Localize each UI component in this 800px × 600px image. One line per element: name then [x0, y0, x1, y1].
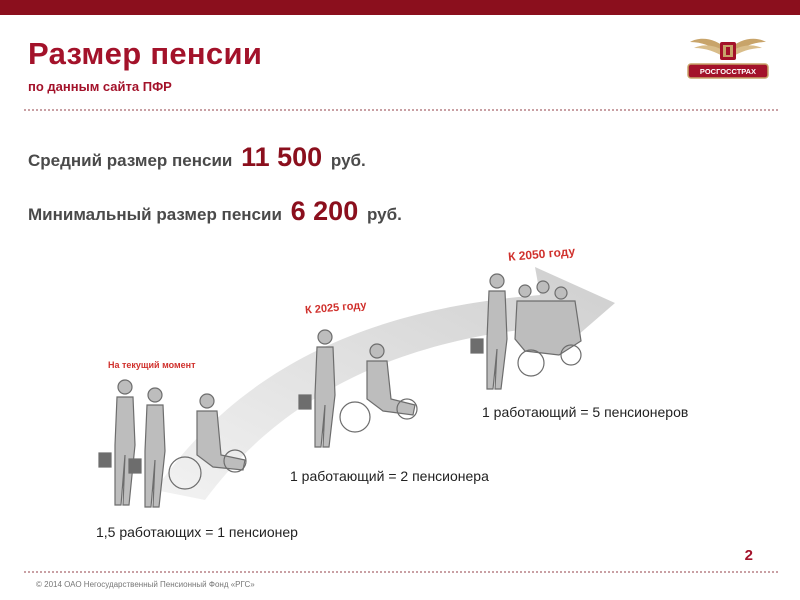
footer-divider	[24, 571, 778, 573]
minimum-pension-unit: руб.	[366, 205, 402, 224]
top-brand-bar	[0, 0, 800, 15]
page-title: Размер пенсии	[28, 36, 263, 71]
logo-text: РОСГОССТРАХ	[699, 67, 757, 76]
rosgosstrakh-logo	[678, 32, 778, 84]
minimum-pension-label: Минимальный размер пенсии	[28, 205, 282, 224]
stage-2050-figures	[471, 274, 581, 389]
header-divider	[24, 109, 778, 111]
stage-2025-ratio: 1 работающий = 2 пенсионера	[290, 468, 489, 484]
footer-copyright: © 2014 ОАО Негосударственный Пенсионный Фонд «РГС»	[36, 580, 255, 589]
minimum-pension-stat	[28, 196, 402, 227]
average-pension-unit: руб.	[330, 151, 366, 170]
page-number: 2	[744, 547, 753, 564]
stage-now-ratio: 1,5 работающих = 1 пенсионер	[96, 524, 298, 540]
minimum-pension-value: 6 200	[290, 196, 359, 226]
page-subtitle: по данным сайта ПФР	[28, 79, 172, 94]
stage-2050-ratio: 1 работающий = 5 пенсионеров	[482, 404, 689, 420]
average-pension-label: Средний размер пенсии	[28, 151, 233, 170]
average-pension-value: 11 500	[241, 142, 323, 172]
average-pension-stat	[28, 142, 366, 173]
stage-2025-label: К 2025 году	[304, 299, 367, 317]
stage-2050-label: К 2050 году	[507, 244, 576, 264]
stage-now-label: На текущий момент	[108, 360, 196, 370]
